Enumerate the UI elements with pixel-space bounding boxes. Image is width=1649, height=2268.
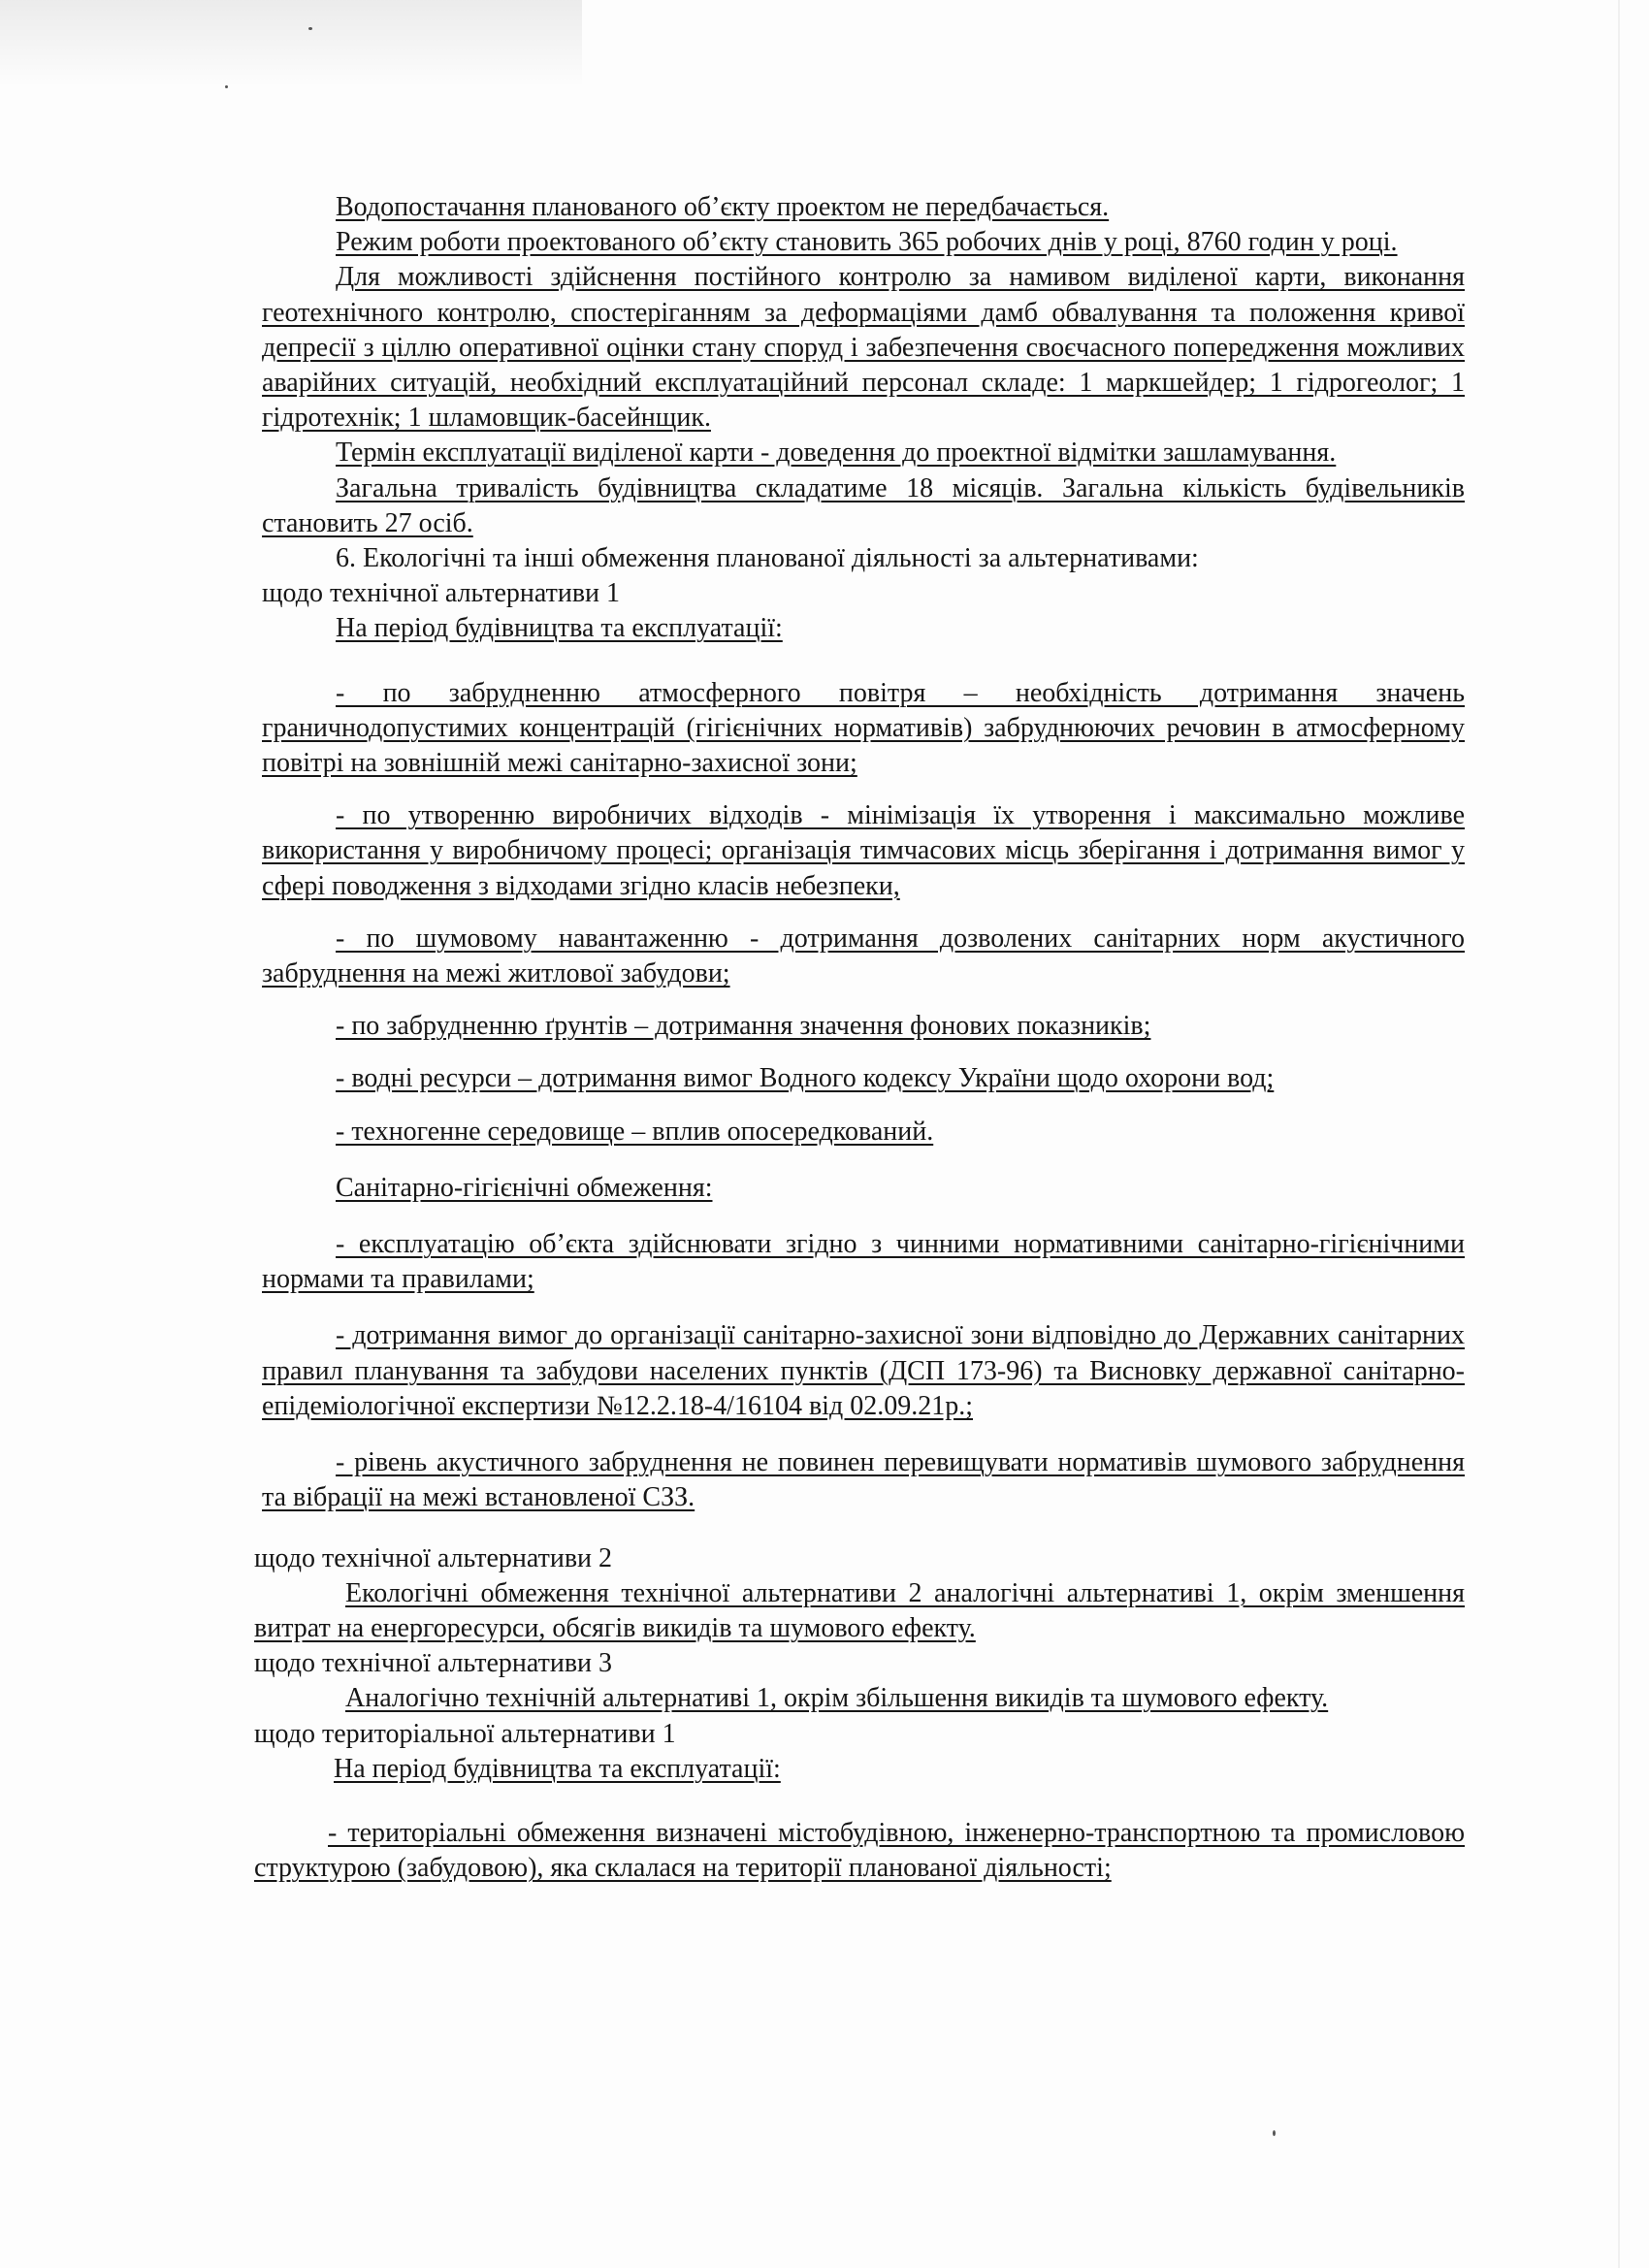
paragraph: Для можливості здійснення постійного контролю за намивом виділеної карти, виконання геотехнічного контролю, спостеріганням за деформаціями дамб обвалування та положення кривої депресії з ціллю оперативної оцінки стану споруд і забезпечення своєчасного попередження можливих аварійних ситуацій, необхідний експлуатаційний персонал складе: 1 маркшейдер; 1 гідрогеолог; 1 гідротехнік; 1 шламовщик-басейнщик. xyxy=(262,262,1465,434)
scan-shadow xyxy=(0,0,582,87)
list-item: - рівень акустичного забруднення не повинен перевищувати нормативів шумового забруднення та вібрації на межі встановленої СЗЗ. xyxy=(262,1447,1465,1513)
subheading: На період будівництва та експлуатації: xyxy=(336,613,783,644)
subsection-label: щодо технічної альтернативи 2 xyxy=(254,1542,613,1573)
section-heading: 6. Екологічні та інші обмеження планованої діяльності за альтернативами: xyxy=(336,543,1199,574)
list-item: - по утворенню виробничих відходів - мінімізація їх утворення і максимально можливе використання у виробничому процесі; організація тимчасових місць зберігання і дотримання вимог у сфері поводження з відходами згідно класів небезпеки, xyxy=(262,800,1465,901)
paragraph: Термін експлуатації виділеної карти - доведення до проектної відмітки зашламування. xyxy=(336,437,1337,469)
list-item: - по шумовому навантаженню - дотримання дозволених санітарних норм акустичного забруднення на межі житлової забудови; xyxy=(262,923,1465,989)
paragraph: Аналогічно технічній альтернативі 1, окрім збільшення викидів та шумового ефекту. xyxy=(345,1683,1329,1714)
subheading: На період будівництва та експлуатації: xyxy=(334,1753,781,1784)
scan-speck xyxy=(308,27,312,30)
subsection-label: щодо територіальної альтернативи 1 xyxy=(254,1718,676,1749)
list-item: - по забрудненню ґрунтів – дотримання значення фонових показників; xyxy=(336,1011,1151,1042)
list-item: - експлуатацію об’єкта здійснювати згідно з чинними нормативними санітарно-гігієнічними нормами та правилами; xyxy=(262,1229,1465,1295)
list-item: - дотримання вимог до організації санітарно-захисної зони відповідно до Державних санітарних правил планування та забудови населених пунктів (ДСП 173-96) та Висновку державної санітарно-епідеміологічної експертизи №12.2.18-4/16104 від 02.09.21р.; xyxy=(262,1320,1465,1421)
scan-edge xyxy=(1618,0,1620,2268)
paragraph: Режим роботи проектованого об’єкту становить 365 робочих днів у році, 8760 годин у році. xyxy=(336,227,1398,258)
list-item: - водні ресурси – дотримання вимог Водного кодексу України щодо охорони вод; xyxy=(336,1063,1275,1094)
list-item: - техногенне середовище – вплив опосередкований. xyxy=(336,1116,934,1147)
scan-speck xyxy=(1273,2130,1276,2136)
paragraph: Загальна тривалість будівництва складатиме 18 місяців. Загальна кількість будівельників становить 27 осіб. xyxy=(262,472,1465,538)
subsection-label: щодо технічної альтернативи 3 xyxy=(254,1648,613,1679)
subsection-label: щодо технічної альтернативи 1 xyxy=(262,578,621,609)
paragraph: Екологічні обмеження технічної альтернативи 2 аналогічні альтернативі 1, окрім зменшення витрат на енергоресурси, обсягів викидів та шумового ефекту. xyxy=(254,1577,1465,1643)
scan-speck xyxy=(225,85,228,88)
document-body xyxy=(254,190,1465,1886)
list-item: - територіальні обмеження визначені містобудівною, інженерно-транспортною та промисловою структурою (забудовою), яка склалася на території планованої діяльності; xyxy=(254,1817,1465,1884)
list-item: - по забрудненню атмосферного повітря – необхідність дотримання значень граничнодопустимих концентрацій (гігієнічних нормативів) забруднюючих речовин в атмосферному повітрі на зовнішній межі санітарно-захисної зони; xyxy=(262,677,1465,779)
paragraph: Водопостачання планованого об’єкту проектом не передбачається. xyxy=(336,192,1110,222)
subheading: Санітарно-гігієнічні обмеження: xyxy=(336,1172,713,1203)
